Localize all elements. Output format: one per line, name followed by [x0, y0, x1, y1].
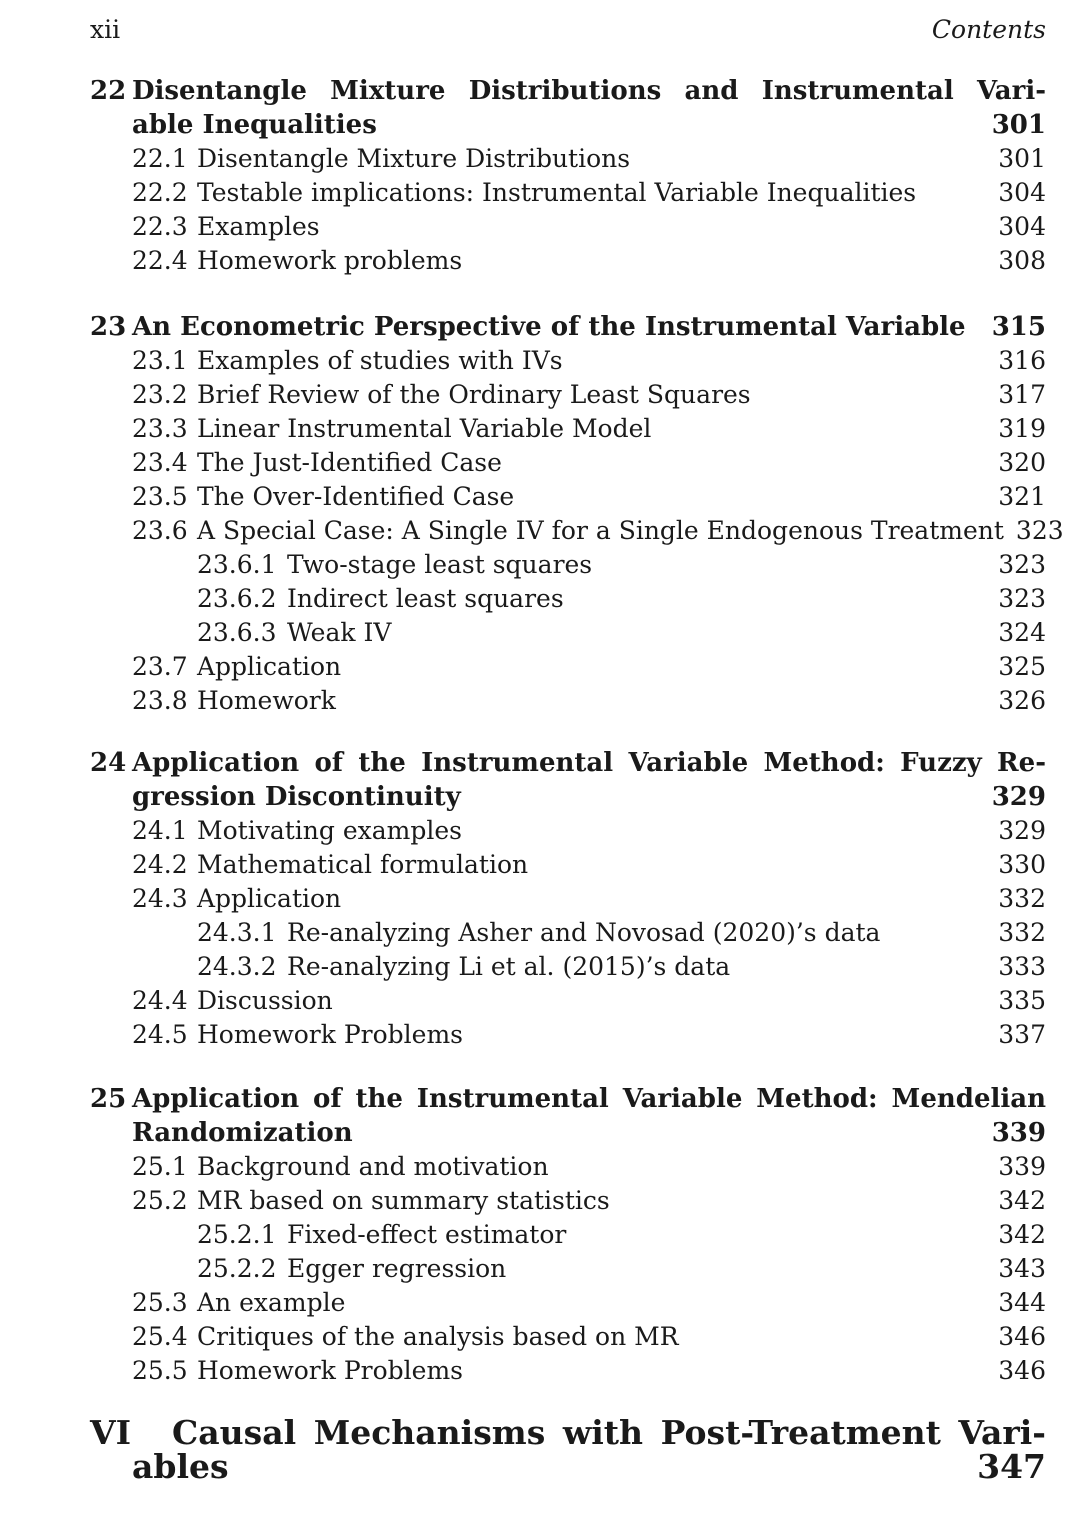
section-title: Re-analyzing Li et al. (2015)’s data [287, 952, 731, 981]
section-title: Testable implications: Instrumental Variable Inequalities [197, 178, 917, 207]
section-number: 23.2 [132, 380, 188, 409]
toc-section-entry[interactable] [90, 1320, 1046, 1354]
section-page: 323 [998, 550, 1046, 579]
part-title-line2: ables [132, 1447, 229, 1486]
section-page: 337 [998, 1020, 1046, 1049]
part-page: 347 [977, 1447, 1046, 1486]
chapter-24 [90, 746, 1046, 1052]
page-number: xii [90, 15, 121, 44]
section-title: Homework [197, 686, 336, 715]
chapter-22 [90, 74, 1046, 278]
section-number: 25.2.2 [197, 1254, 277, 1283]
section-page: 324 [998, 618, 1046, 647]
section-title: Examples of studies with IVs [197, 346, 563, 375]
section-number: 23.1 [132, 346, 188, 375]
chapter-title-line2: gression Discontinuity [132, 782, 461, 812]
section-page: 332 [998, 884, 1046, 913]
section-page: 346 [998, 1322, 1046, 1351]
section-number: 25.2 [132, 1186, 188, 1215]
chapter-number: 22 [90, 76, 127, 106]
section-page: 332 [998, 918, 1046, 947]
toc-section-entry[interactable] [90, 480, 1046, 514]
section-list [90, 1150, 1046, 1388]
section-number: 25.1 [132, 1152, 188, 1181]
section-title: The Over-Identified Case [197, 482, 515, 511]
section-title: Fixed-effect estimator [287, 1220, 567, 1249]
section-title: Indirect least squares [287, 584, 564, 613]
section-title: Egger regression [287, 1254, 507, 1283]
chapter-number: 23 [90, 312, 127, 342]
section-number: 23.6.1 [197, 550, 277, 579]
section-number: 23.6.3 [197, 618, 277, 647]
chapter-heading[interactable] [90, 74, 1046, 142]
section-number: 23.6.2 [197, 584, 277, 613]
chapter-page: 339 [991, 1118, 1046, 1148]
section-page: 323 [998, 584, 1046, 613]
section-title: An example [197, 1288, 346, 1317]
section-title: Examples [197, 212, 320, 241]
section-title: Brief Review of the Ordinary Least Squares [197, 380, 751, 409]
section-title: Two-stage least squares [287, 550, 593, 579]
toc-section-entry[interactable] [90, 378, 1046, 412]
toc-section-entry[interactable] [90, 650, 1046, 684]
part-heading[interactable] [90, 1413, 1046, 1486]
toc-section-entry[interactable] [90, 1286, 1046, 1320]
section-page: 316 [998, 346, 1046, 375]
section-page: 308 [998, 246, 1046, 275]
section-number: 23.6 [132, 516, 188, 545]
chapter-23 [90, 310, 1064, 718]
toc-section-entry[interactable] [90, 412, 1046, 446]
section-title: Motivating examples [197, 816, 462, 845]
section-page: 342 [998, 1186, 1046, 1215]
toc-subsection-entry[interactable] [90, 1218, 1046, 1252]
section-page: 319 [998, 414, 1046, 443]
section-number: 23.4 [132, 448, 188, 477]
section-title: Homework Problems [197, 1356, 464, 1385]
section-number: 24.3.2 [197, 952, 277, 981]
section-list [90, 814, 1046, 1052]
section-page: 344 [998, 1288, 1046, 1317]
toc-section-entry[interactable] [90, 684, 1046, 718]
toc-section-entry[interactable] [90, 1150, 1046, 1184]
toc-section-entry[interactable] [90, 984, 1046, 1018]
toc-section-entry[interactable] [90, 344, 1046, 378]
section-title: Critiques of the analysis based on MR [197, 1322, 679, 1351]
toc-section-entry[interactable] [90, 514, 1064, 548]
toc-subsection-entry[interactable] [90, 916, 1046, 950]
toc-section-entry[interactable] [90, 882, 1046, 916]
chapter-title-line1: Application of the Instrumental Variable Method: Fuzzy Re- [132, 748, 1046, 778]
section-number: 24.3 [132, 884, 188, 913]
section-page: 301 [998, 144, 1046, 173]
toc-subsection-entry[interactable] [90, 582, 1046, 616]
section-title: Mathematical formulation [197, 850, 529, 879]
section-page: 304 [998, 178, 1046, 207]
section-number: 24.4 [132, 986, 188, 1015]
section-number: 23.7 [132, 652, 188, 681]
chapter-page: 329 [991, 782, 1046, 812]
section-number: 24.2 [132, 850, 188, 879]
section-page: 326 [998, 686, 1046, 715]
section-number: 24.5 [132, 1020, 188, 1049]
section-number: 24.1 [132, 816, 188, 845]
section-title: A Special Case: A Single IV for a Single Endogenous Treatment [197, 516, 1004, 545]
section-number: 25.4 [132, 1322, 188, 1351]
toc-section-entry[interactable] [90, 210, 1046, 244]
section-title: MR based on summary statistics [197, 1186, 610, 1215]
chapter-title-line2: Randomization [132, 1118, 353, 1148]
section-number: 23.5 [132, 482, 188, 511]
toc-subsection-entry[interactable] [90, 548, 1046, 582]
section-page: 329 [998, 816, 1046, 845]
section-page: 323 [1015, 516, 1064, 545]
section-number: 22.1 [132, 144, 188, 173]
section-number: 25.3 [132, 1288, 188, 1317]
section-title: Application [197, 884, 342, 913]
section-title: Discussion [197, 986, 333, 1015]
section-title: Background and motivation [197, 1152, 549, 1181]
section-page: 321 [998, 482, 1046, 511]
chapter-title-line1: Application of the Instrumental Variable Method: Mendelian [132, 1084, 1046, 1114]
chapter-number: 24 [90, 748, 127, 778]
chapter-title-line2: able Inequalities [132, 110, 377, 140]
section-number: 23.3 [132, 414, 188, 443]
section-number: 22.4 [132, 246, 188, 275]
chapter-25 [90, 1082, 1046, 1388]
section-number: 25.5 [132, 1356, 188, 1385]
section-title: The Just-Identified Case [197, 448, 502, 477]
running-title: Contents [931, 15, 1046, 44]
section-page: 339 [998, 1152, 1046, 1181]
toc-subsection-entry[interactable] [90, 1252, 1046, 1286]
section-page: 342 [998, 1220, 1046, 1249]
section-page: 317 [998, 380, 1046, 409]
chapter-title-line1: Disentangle Mixture Distributions and Instrumental Vari- [132, 76, 1046, 106]
section-title: Weak IV [287, 618, 392, 647]
section-number: 24.3.1 [197, 918, 277, 947]
section-title: Re-analyzing Asher and Novosad (2020)’s data [287, 918, 881, 947]
section-page: 325 [998, 652, 1046, 681]
running-head [90, 12, 1046, 48]
toc-section-entry[interactable] [90, 244, 1046, 278]
toc-section-entry[interactable] [90, 814, 1046, 848]
toc-section-entry[interactable] [90, 1354, 1046, 1388]
section-page: 330 [998, 850, 1046, 879]
section-list [90, 344, 1064, 718]
chapter-heading[interactable] [90, 1082, 1046, 1150]
section-title: Disentangle Mixture Distributions [197, 144, 631, 173]
toc-section-entry[interactable] [90, 848, 1046, 882]
section-page: 333 [998, 952, 1046, 981]
chapter-title-line1: An Econometric Perspective of the Instrumental Variable [132, 312, 966, 342]
toc-section-entry[interactable] [90, 176, 1046, 210]
toc-section-entry[interactable] [90, 446, 1046, 480]
section-number: 22.3 [132, 212, 188, 241]
section-page: 343 [998, 1254, 1046, 1283]
chapter-number: 25 [90, 1084, 127, 1114]
section-title: Linear Instrumental Variable Model [197, 414, 652, 443]
toc-subsection-entry[interactable] [90, 616, 1046, 650]
section-list [90, 142, 1046, 278]
section-title: Homework Problems [197, 1020, 464, 1049]
section-title: Homework problems [197, 246, 463, 275]
toc-section-entry[interactable] [90, 142, 1046, 176]
section-page: 335 [998, 986, 1046, 1015]
section-title: Application [197, 652, 342, 681]
toc-subsection-entry[interactable] [90, 950, 1046, 984]
section-number: 25.2.1 [197, 1220, 277, 1249]
part-number: VI [90, 1413, 132, 1452]
chapter-heading[interactable] [90, 746, 1046, 814]
chapter-page: 301 [991, 110, 1046, 140]
toc-section-entry[interactable] [90, 1184, 1046, 1218]
part-title-line1: Causal Mechanisms with Post-Treatment Vari- [172, 1413, 1046, 1452]
section-number: 23.8 [132, 686, 188, 715]
section-page: 346 [998, 1356, 1046, 1385]
section-number: 22.2 [132, 178, 188, 207]
section-page: 320 [998, 448, 1046, 477]
chapter-page: 315 [991, 312, 1046, 342]
toc-section-entry[interactable] [90, 1018, 1046, 1052]
section-page: 304 [998, 212, 1046, 241]
chapter-heading[interactable] [90, 310, 1046, 344]
